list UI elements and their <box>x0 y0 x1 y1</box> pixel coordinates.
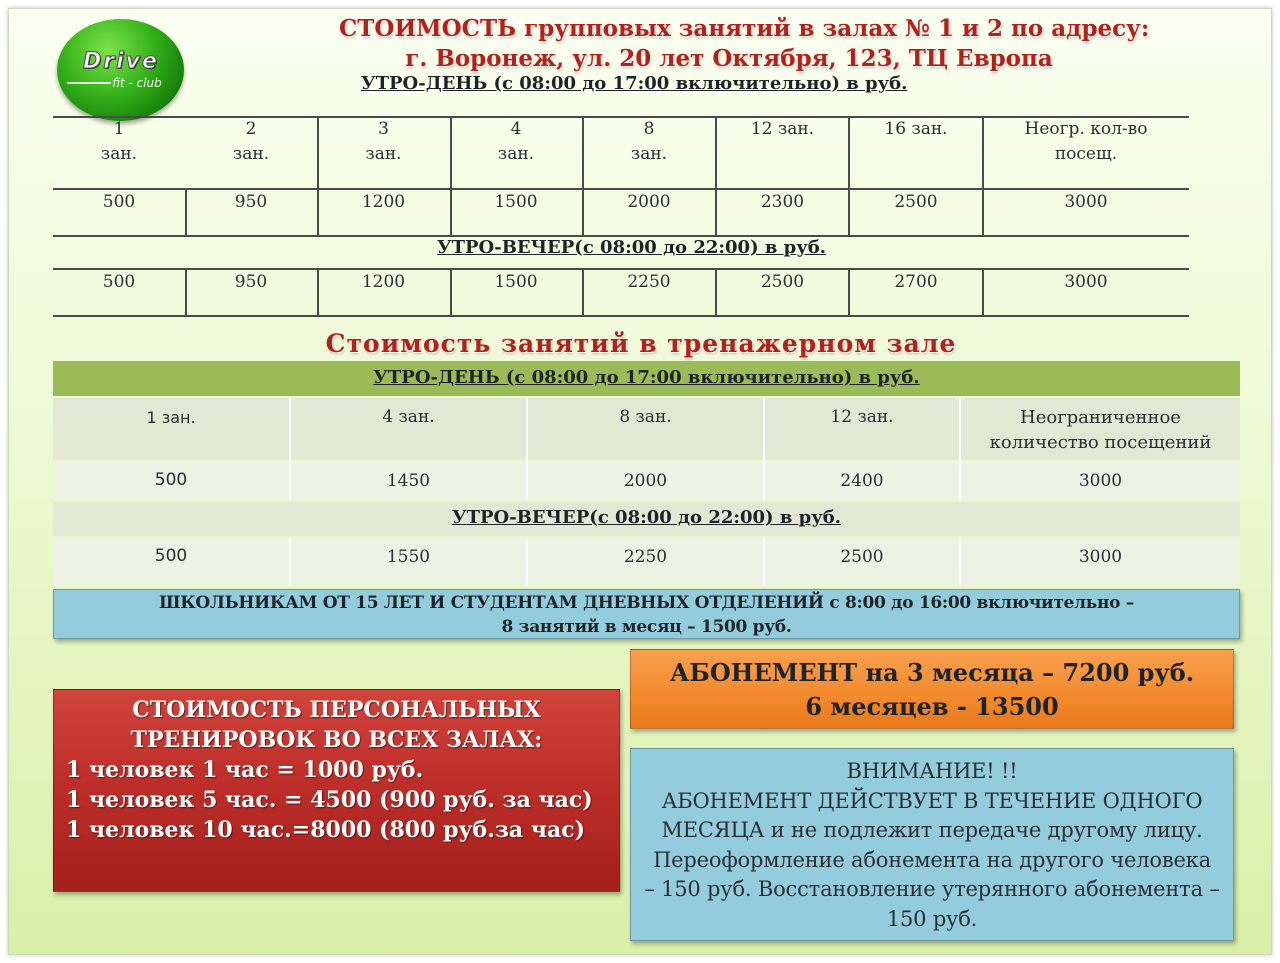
notice-line: МЕСЯЦА и не подлежит передаче другому лицу. <box>661 818 1203 842</box>
students-offer <box>53 589 1240 639</box>
subscription-line2: 6 месяцев - 13500 <box>805 692 1059 721</box>
students-line2: 8 занятий в месяц – 1500 руб. <box>501 617 792 637</box>
price-cell: 1200 <box>361 192 406 212</box>
price-cell: 2250 <box>627 272 671 292</box>
table-rule <box>53 315 1189 317</box>
price-cell: 950 <box>234 272 268 292</box>
price-cell: 2300 <box>760 192 805 212</box>
price-cell: 500 <box>102 192 136 212</box>
gym-header-cell: Неограниченное количество посещений <box>989 407 1212 453</box>
group-period2: УТРО-ВЕЧЕР(с 08:00 до 22:00) в руб. <box>437 237 827 258</box>
header-cell: 1 зан. <box>100 119 138 164</box>
header-cell: 12 зан. <box>750 119 815 139</box>
price-cell: 2400 <box>840 471 884 491</box>
price-cell: 1450 <box>386 471 431 491</box>
price-cell: 2500 <box>760 272 805 292</box>
price-cell: 2500 <box>840 547 884 567</box>
subscription-offer <box>630 649 1234 729</box>
subscription-line1: АБОНЕМЕНТ на 3 месяца – 7200 руб. <box>669 658 1195 687</box>
price-cell: 1500 <box>494 192 538 212</box>
price-cell: 1500 <box>494 272 538 292</box>
personal-item: 1 человек 5 час. = 4500 (900 руб. за час) <box>66 787 593 813</box>
header-line1: СТОИМОСТЬ групповых занятий в залах № 1 и 2 по адресу: <box>339 15 1150 42</box>
logo-text: Drive <box>83 49 159 74</box>
personal-item: 1 человек 10 час.=8000 (800 руб.за час) <box>66 817 585 843</box>
notice-box <box>630 748 1234 941</box>
notice-line: Переоформление абонемента на другого человека <box>653 847 1211 872</box>
gym-header-cell: 12 зан. <box>830 407 894 427</box>
gym-header-cell: 1 зан. <box>146 408 196 427</box>
header-cell: 3 зан. <box>365 119 402 164</box>
students-line1: ШКОЛЬНИКАМ ОТ 15 ЛЕТ И СТУДЕНТАМ ДНЕВНЫХ ОТДЕЛЕНИЙ с 8:00 до 16:00 включительно – <box>158 593 1134 613</box>
header-cell: 4 зан. <box>497 119 535 164</box>
gym-period2: УТРО-ВЕЧЕР(с 08:00 до 22:00) в руб. <box>451 507 841 528</box>
price-cell: 2700 <box>894 272 938 292</box>
gym-header-cell: 4 зан. <box>382 407 435 427</box>
logo-subtext: fit - club <box>112 76 162 90</box>
header-cell: Неогр. кол-во посещ. <box>1024 119 1148 164</box>
personal-title2: ТРЕНИРОВОК ВО ВСЕХ ЗАЛАХ: <box>130 727 543 753</box>
personal-item: 1 человек 1 час = 1000 руб. <box>66 757 424 783</box>
price-sheet <box>8 8 1272 955</box>
header-cell: 16 зан. <box>884 119 948 139</box>
price-cell: 1550 <box>386 547 431 567</box>
personal-training <box>53 689 620 892</box>
header-cell: 8 зан. <box>630 119 668 164</box>
notice-line: ВНИМАНИЕ! !! <box>846 759 1018 783</box>
gym-title: Стоимость занятий в тренажерном зале <box>325 329 957 358</box>
price-cell: 3000 <box>1078 547 1123 567</box>
price-cell: 500 <box>154 546 188 566</box>
price-cell: 1200 <box>361 272 406 292</box>
notice-line: АБОНЕМЕНТ ДЕЙСТВУЕТ В ТЕЧЕНИЕ ОДНОГО <box>661 788 1203 813</box>
notice-line: – 150 руб. Восстановление утерянного абонемента – <box>644 877 1220 901</box>
price-cell: 3000 <box>1064 192 1108 212</box>
notice-line: 150 руб. <box>886 906 978 931</box>
price-cell: 500 <box>154 470 188 490</box>
gym-header-cell: 8 зан. <box>619 407 672 427</box>
personal-title1: СТОИМОСТЬ ПЕРСОНАЛЬНЫХ <box>132 697 541 723</box>
price-cell: 950 <box>234 192 268 212</box>
header-line2: г. Воронеж, ул. 20 лет Октября, 123, ТЦ Европа <box>405 45 1053 72</box>
price-cell: 2000 <box>627 192 671 212</box>
price-cell: 2000 <box>623 471 668 491</box>
price-cell: 3000 <box>1064 272 1108 292</box>
price-cell: 2500 <box>894 192 938 212</box>
group-period1: УТРО-ДЕНЬ (с 08:00 до 17:00 включительно) в руб. <box>361 73 908 94</box>
header-cell: 2 зан. <box>232 119 270 164</box>
price-cell: 500 <box>102 272 136 292</box>
price-cell: 3000 <box>1078 471 1123 491</box>
price-cell: 2250 <box>623 547 668 567</box>
gym-period1: УТРО-ДЕНЬ (с 08:00 до 17:00 включительно) в руб. <box>373 367 920 388</box>
